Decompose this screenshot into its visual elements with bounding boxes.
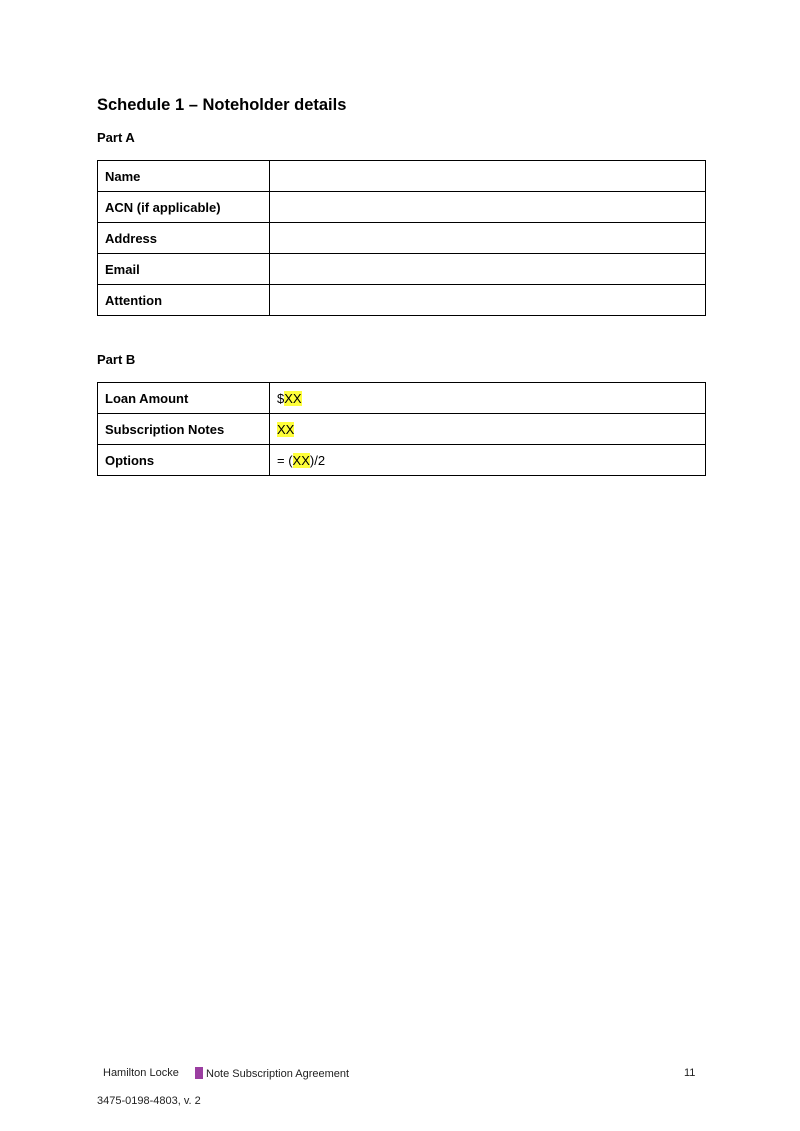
schedule-title: Schedule 1 – Noteholder details <box>97 96 347 114</box>
part-a-heading: Part A <box>97 130 135 145</box>
table-row <box>98 161 706 192</box>
row-label-loan-amount: Loan Amount <box>98 383 270 414</box>
row-label-acn: ACN (if applicable) <box>98 192 270 223</box>
table-row <box>98 285 706 316</box>
row-value-email <box>270 254 706 285</box>
table-row <box>98 254 706 285</box>
page-number: 11 <box>684 1067 696 1079</box>
row-value-options <box>270 445 706 476</box>
row-label-email: Email <box>98 254 270 285</box>
row-label-subscription-notes: Subscription Notes <box>98 414 270 445</box>
row-value-attention <box>270 285 706 316</box>
row-value-subscription-notes <box>270 414 706 445</box>
table-row <box>98 445 706 476</box>
footer-swatch <box>195 1067 203 1079</box>
row-value-address <box>270 223 706 254</box>
table-row <box>98 414 706 445</box>
table-row <box>98 192 706 223</box>
footer-firm: Hamilton Locke <box>103 1067 179 1079</box>
value-suffix: )/2 <box>309 452 326 468</box>
document-id: 3475-0198-4803, v. 2 <box>97 1095 201 1107</box>
placeholder-highlight: XX <box>284 390 302 406</box>
footer-document <box>195 1067 349 1080</box>
row-value-loan-amount <box>270 383 706 414</box>
part-b-heading: Part B <box>97 352 136 367</box>
row-label-address: Address <box>98 223 270 254</box>
placeholder-highlight: XX <box>277 421 295 437</box>
row-value-acn <box>270 192 706 223</box>
row-label-options: Options <box>98 445 270 476</box>
row-label-name: Name <box>98 161 270 192</box>
value-prefix: $ <box>277 390 285 406</box>
table-row <box>98 223 706 254</box>
table-row <box>98 383 706 414</box>
placeholder-highlight: XX <box>292 452 310 468</box>
value-prefix: = ( <box>277 452 293 468</box>
row-label-attention: Attention <box>98 285 270 316</box>
part-b-table <box>97 382 706 476</box>
part-a-table <box>97 160 706 316</box>
row-value-name <box>270 161 706 192</box>
footer-document-title: Note Subscription Agreement <box>206 1068 350 1080</box>
